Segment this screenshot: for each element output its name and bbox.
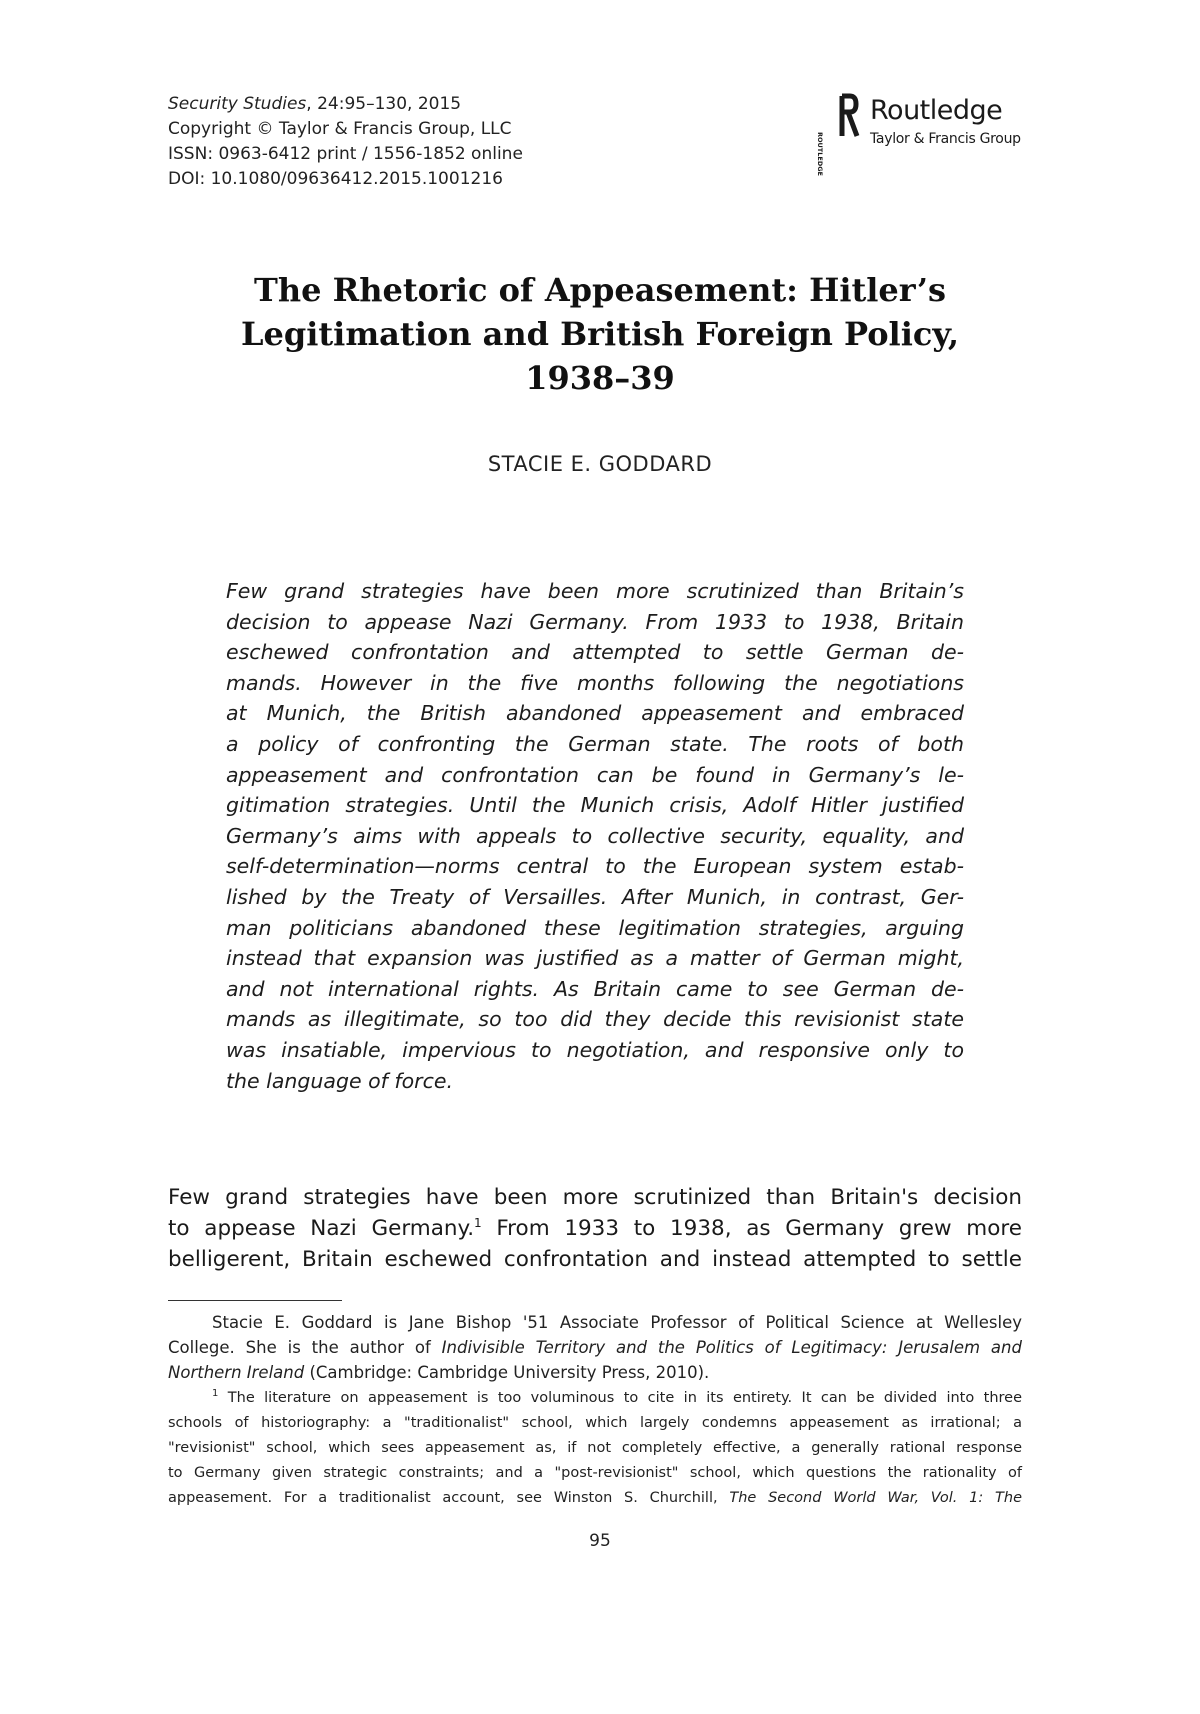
footnote-line [168,1386,1022,1411]
footnote-segment: appeasement. For a traditionalist account, see Winston S. Churchill, [168,1490,730,1506]
footnote-1 [168,1386,1022,1511]
abstract-line: appeasement and confrontation can be found in Germany’s le- [226,762,964,787]
issn-line: ISSN: 0963-6412 print / 1556-1852 online [168,144,523,164]
book-title: Indivisible Territory and the Politics of Legitimacy: Jerusalem and [441,1338,1022,1357]
footnote-reference[interactable]: 1 [474,1215,482,1230]
footnote-line: "revisionist" school, which sees appeasement as, if not completely effective, a generally rational response [168,1440,1022,1456]
cited-work-title: The Second World War, Vol. 1: The [729,1490,1022,1506]
publisher-group: Taylor & Francis Group [870,131,1021,147]
journal-name: Security Studies [168,94,307,114]
abstract-line: the language of force. [226,1068,453,1093]
author-note [168,1310,1022,1385]
author-note-segment: College. She is the author of [168,1338,442,1357]
book-title: Northern Ireland [168,1363,305,1382]
publisher-name: Routledge [870,95,1003,126]
footnote-divider [168,1300,342,1301]
abstract-line: lished by the Treaty of Versailles. After Munich, in contrast, Ger- [226,884,964,909]
abstract-line: at Munich, the British abandoned appeasement and embraced [226,701,964,726]
abstract-line: was insatiable, impervious to negotiation, and responsive only to [226,1037,964,1062]
author-note-line: Stacie E. Goddard is Jane Bishop '51 Associate Professor of Political Science at Wellesley [212,1313,1022,1332]
abstract-line: man politicians abandoned these legitimation strategies, arguing [226,915,964,940]
title-line-3: 1938–39 [525,359,675,397]
routledge-r-icon [816,92,858,176]
body-text-segment: From 1933 to 1938, as Germany grew more [481,1216,1022,1241]
footnote-segment: The literature on appeasement is too voluminous to cite in its entirety. It can be divided into three [218,1390,1022,1406]
author-note-line [168,1360,1022,1385]
abstract-line: Germany’s aims with appeals to collective security, equality, and [226,823,964,848]
abstract-line: mands. However in the five months following the negotiations [226,670,964,695]
citation-line [168,92,523,117]
abstract-line: eschewed confrontation and attempted to settle German de- [226,640,964,665]
footnote-line [168,1486,1022,1511]
body-line [168,1213,1022,1244]
abstract-line: decision to appease Nazi Germany. From 1933 to 1938, Britain [226,609,964,634]
abstract-line: self-determination—norms central to the European system estab- [226,854,964,879]
abstract-line: instead that expansion was justified as a matter of German might, [226,946,964,971]
abstract-line: a policy of confronting the German state. The roots of both [226,731,964,756]
footnote-line: schools of historiography: a "traditionalist" school, which largely condemns appeasement as irrational; a [168,1415,1022,1431]
title-line-1: The Rhetoric of Appeasement: Hitler’s [254,271,946,309]
doi-line: DOI: 10.1080/09636412.2015.1001216 [168,169,503,189]
footnote-line: to Germany given strategic constraints; and a "post-revisionist" school, which questions the rationality of [168,1465,1022,1481]
copyright-line: Copyright © Taylor & Francis Group, LLC [168,119,512,139]
abstract-line: Few grand strategies have been more scrutinized than Britain’s [226,579,964,603]
body-line: belligerent, Britain eschewed confrontation and instead attempted to settle [168,1247,1022,1272]
abstract [226,576,964,1096]
journal-citation [168,92,523,192]
author-name: STACIE E. GODDARD [487,452,713,476]
author-note-segment: (Cambridge: Cambridge University Press, 2010). [304,1363,710,1382]
body-paragraph [168,1182,1022,1275]
footnote-marker: 1 [212,1388,219,1400]
abstract-line: mands as illegitimate, so too did they decide this revisionist state [226,1007,964,1032]
page-number: 95 [589,1531,611,1551]
routledge-vertical-mark: ROUTLEDGE [816,132,824,176]
body-text-segment: to appease Nazi Germany. [168,1216,475,1241]
body-line: Few grand strategies have been more scrutinized than Britain's decision [168,1185,1022,1210]
publisher-logo [816,92,1028,176]
article-title [200,268,1000,400]
title-line-2: Legitimation and British Foreign Policy, [240,315,960,353]
citation-volume: , 24:95–130, 2015 [306,94,462,114]
author-note-line [168,1335,1022,1360]
abstract-line: gitimation strategies. Until the Munich crisis, Adolf Hitler justified [226,793,964,818]
abstract-line: and not international rights. As Britain came to see German de- [226,976,964,1001]
